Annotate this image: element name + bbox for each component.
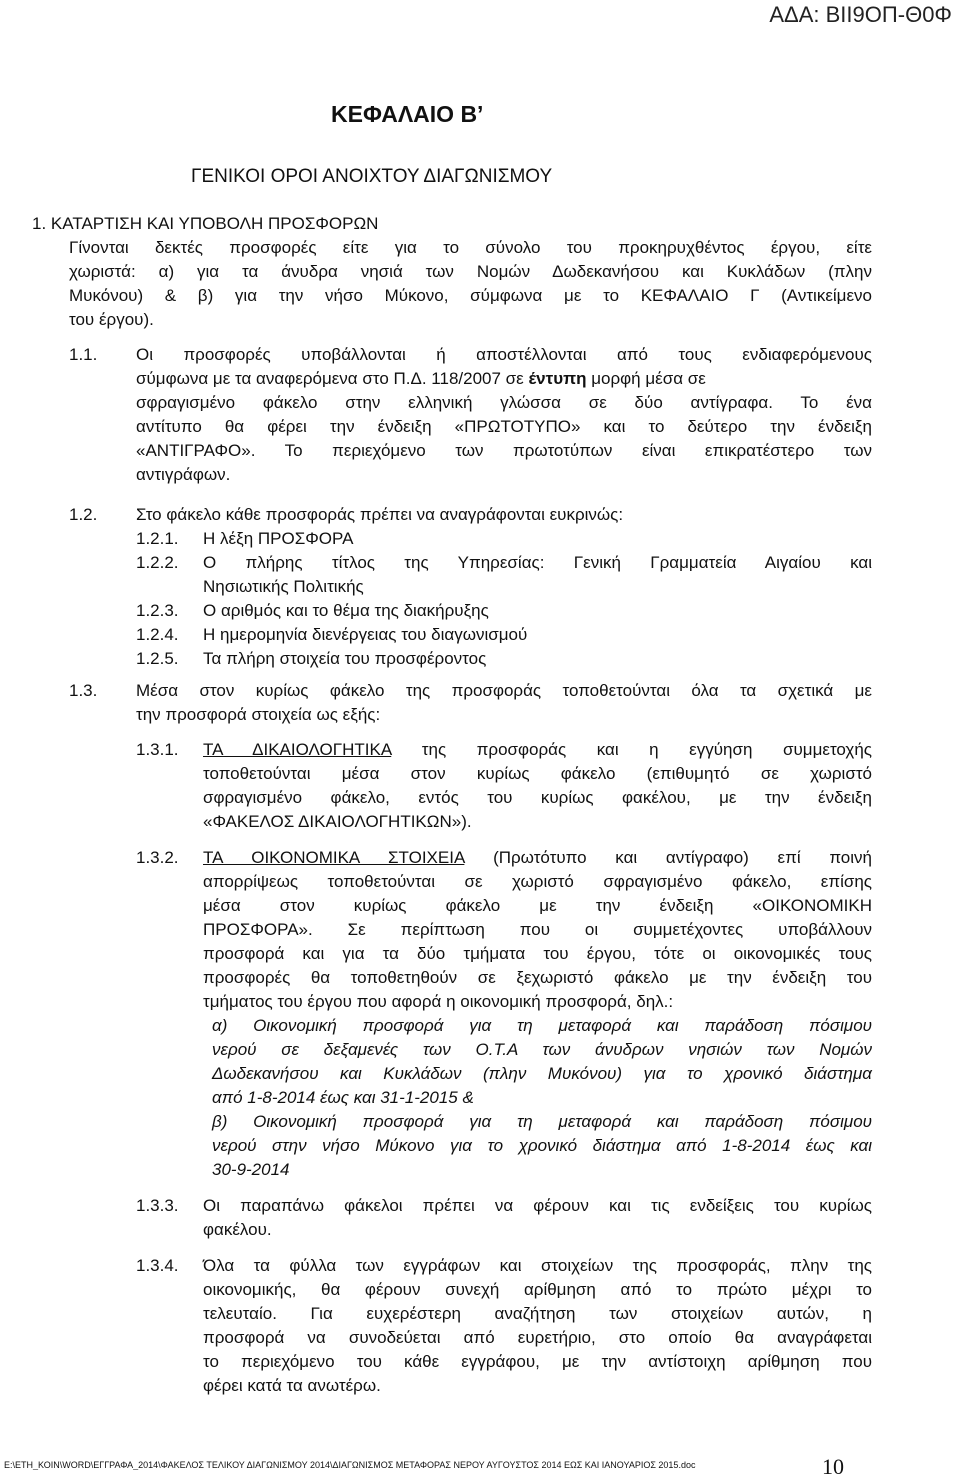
underlined-heading: ΤΑ ΟΙΚΟΝΟΜΙΚΑ ΣΤΟΙΧΕΙΑ	[203, 848, 465, 867]
subitem-1-3-2-line: τμήματος του έργου που αφορά η οικονομική προσφορά, δηλ.:	[203, 992, 674, 1011]
subitem-1-3-4-line: το περιεχόμενο του κάθε εγγράφου, με την αντίστοιχη αρίθμηση που	[203, 1352, 872, 1371]
chapter-title: ΚΕΦΑΛΑΙΟ Β’	[331, 101, 484, 127]
subitem-1-3-2-line: απορρίψεως τοποθετούνται σε χωριστό σφραγισμένο φάκελο, επίσης	[203, 872, 872, 891]
subitem-number: 1.3.3.	[136, 1196, 179, 1215]
subitem-text: Ο αριθμός και το θέμα της διακήρυξης	[203, 601, 489, 620]
underlined-heading: ΤΑ ΔΙΚΑΙΟΛΟΓΗΤΙΚΑ	[203, 740, 392, 759]
footer-file-path: E:\ΕΤΗ_ΚΟΙΝ\WORD\ΕΓΓΡΑΦΑ_2014\ΦΑΚΕΛΟΣ ΤΕΛΙΚΟΥ ΔΙΑΓΩΝΙΣΜΟΥ 2014\ΔΙΑΓΩΝΙΣΜΟΣ ΜΕΤΑΦΟΡΑΣ ΝΕΡΟΥ ΑΥΓΟΥΣΤΟΣ 2014 ΕΩΣ ΚΑΙ ΙΑΝΟΥΑΡΙΟΣ 2015.doc	[4, 1460, 696, 1470]
italic-option-line: Δωδεκανήσου και Κυκλάδων (πλην Μυκόνου) για το χρονικό διάστημα	[212, 1064, 872, 1083]
subitem-1-3-2-first	[203, 846, 872, 869]
item-1-1-line: σφραγισμένο φάκελο στην ελληνική γλώσσα σε δύο αντίγραφα. Το ένα	[136, 393, 872, 412]
subitem-number: 1.3.4.	[136, 1256, 179, 1275]
italic-option-line: νερού σε δεξαμενές των Ο.Τ.Α των άνυδρων νησιών των Νομών	[212, 1040, 872, 1059]
subitem-1-3-4-line: φέρει κατά τα ανωτέρω.	[203, 1376, 381, 1395]
subitem-1-3-2-line: μέσα στον κυρίως φάκελο με την ένδειξη «ΟΙΚΟΝΟΜΙΚΗ	[203, 896, 872, 915]
item-1-1-line: «ΑΝΤΙΓΡΑΦΟ». Το περιεχόμενο των πρωτοτύπων είναι επικρατέστερο των	[136, 441, 872, 460]
italic-option-line: από 1-8-2014 έως και 31-1-2015 &	[212, 1088, 474, 1107]
item-1-1-line: αντιγράφων.	[136, 465, 231, 484]
subitem-1-3-4-line: προσφορά να συνοδεύεται από ευρετήριο, στο οποίο θα αναγράφεται	[203, 1328, 872, 1347]
chapter-subtitle: ΓΕΝΙΚΟΙ ΟΡΟΙ ΑΝΟΙΧΤΟΥ ΔΙΑΓΩΝΙΣΜΟΥ	[191, 166, 553, 187]
subitem-1-3-3-line: Οι παραπάνω φάκελοι πρέπει να φέρουν και τις ενδείξεις του κυρίως	[203, 1196, 872, 1215]
italic-option-line: 30-9-2014	[212, 1160, 290, 1179]
item-1-1-line-tail: μορφή μέσα σε	[591, 369, 706, 388]
subitem-text: Τα πλήρη στοιχεία του προσφέροντος	[203, 649, 487, 668]
subitem-1-3-2-line: ΠΡΟΣΦΟΡΑ». Σε περίπτωση που οι συμμετέχοντες υποβάλλουν	[203, 920, 872, 939]
section-1-intro-line: Γίνονται δεκτές προσφορές είτε για το σύνολο του προκηρυχθέντος έργου, είτε	[69, 238, 872, 257]
item-1-3-line: την προσφορά στοιχεία ως εξής:	[136, 705, 381, 724]
subitem-1-3-2-line: προσφορές θα τοποθετηθούν σε ξεχωριστό φάκελο με την ένδειξη του	[203, 968, 872, 987]
subitem-1-3-3-line: φακέλου.	[203, 1220, 272, 1239]
subitem-number: 1.2.1.	[136, 529, 179, 548]
subitem-number: 1.3.1.	[136, 740, 179, 759]
subitem-1-3-4-line: οικονομικής, θα φέρουν συνεχή αρίθμηση από το πρώτο μέχρι το	[203, 1280, 872, 1299]
item-number: 1.2.	[69, 505, 98, 524]
subitem-number: 1.3.2.	[136, 848, 179, 867]
subitem-1-3-1-line: τοποθετούνται μέσα στον κυρίως φάκελο (επιθυμητό σε χωριστό	[203, 764, 872, 783]
subitem-1-3-1-line: «ΦΑΚΕΛΟΣ ΔΙΚΑΙΟΛΟΓΗΤΙΚΩΝ»).	[203, 812, 472, 831]
italic-option-line: α) Οικονομική προσφορά για τη μεταφορά και παράδοση πόσιμου	[212, 1016, 872, 1035]
italic-option-line: β) Οικονομική προσφορά για τη μεταφορά και παράδοση πόσιμου	[212, 1112, 872, 1131]
subitem-1-3-1-first	[203, 738, 872, 761]
item-1-1-line	[136, 367, 706, 390]
item-1-3-line: Μέσα στον κυρίως φάκελο της προσφοράς τοποθετούνται όλα τα σχετικά με	[136, 681, 872, 700]
item-number: 1.3.	[69, 681, 98, 700]
subitem-number: 1.2.3.	[136, 601, 179, 620]
first-line-tail: (Πρωτότυπο και αντίγραφο) επί ποινή	[464, 848, 872, 867]
page-number: 10	[822, 1454, 844, 1479]
subitem-1-3-4-line: τελευταίο. Για ευχερέστερη αναζήτηση των στοιχείων αυτών, η	[203, 1304, 872, 1323]
section-1-intro-line: χωριστά: α) για τα άνυδρα νησιά των Νομών Δωδεκανήσου και Κυκλάδων (πλην	[69, 262, 872, 281]
section-1-heading: 1. ΚΑΤΑΡΤΙΣΗ ΚΑΙ ΥΠΟΒΟΛΗ ΠΡΟΣΦΟΡΩΝ	[32, 214, 379, 233]
subitem-text: Ο πλήρης τίτλος της Υπηρεσίας: Γενική Γραμματεία Αιγαίου και	[203, 553, 872, 572]
subitem-text-cont: Νησιωτικής Πολιτικής	[203, 577, 364, 596]
item-1-1-line-text: σύμφωνα με τα αναφερόμενα στο Π.Δ. 118/2007 σε	[136, 369, 524, 388]
item-1-1-line: αντίτυπο θα φέρει την ένδειξη «ΠΡΩΤΟΤΥΠΟ» και το δεύτερο την ένδειξη	[136, 417, 872, 436]
ada-identifier: ΑΔΑ: ΒΙΙ9ΟΠ-Θ0Φ	[769, 2, 952, 27]
subitem-1-3-2-line: προσφορά και για τα δύο τμήματα του έργου, τότε οι οικονομικές τους	[203, 944, 872, 963]
subitem-text: Η ημερομηνία διενέργειας του διαγωνισμού	[203, 625, 528, 644]
section-1-intro-line: του έργου).	[69, 310, 154, 329]
first-line-tail: της προσφοράς και η εγγύηση συμμετοχής	[391, 740, 872, 759]
subitem-number: 1.2.4.	[136, 625, 179, 644]
item-1-2-text: Στο φάκελο κάθε προσφοράς πρέπει να αναγράφονται ευκρινώς:	[136, 505, 624, 524]
subitem-number: 1.2.2.	[136, 553, 179, 572]
item-1-1-line: Οι προσφορές υποβάλλονται ή αποστέλλονται από τους ενδιαφερόμενους	[136, 345, 872, 364]
item-number: 1.1.	[69, 345, 98, 364]
subitem-1-3-4-line: Όλα τα φύλλα των εγγράφων και στοιχείων της προσφοράς, πλην της	[203, 1256, 872, 1275]
subitem-number: 1.2.5.	[136, 649, 179, 668]
italic-option-line: νερού στην νήσο Μύκονο για το χρονικό διάστημα από 1-8-2014 έως και	[212, 1136, 872, 1155]
section-1-intro-line: Μυκόνου) & β) για την νήσο Μύκονο, σύμφωνα με το ΚΕΦΑΛΑΙΟ Γ (Αντικείμενο	[69, 286, 872, 305]
subitem-1-3-1-line: σφραγισμένο φάκελο, εντός του κυρίως φακέλου, με την ένδειξη	[203, 788, 872, 807]
bold-word: έντυπη	[528, 369, 587, 388]
subitem-text: Η λέξη ΠΡΟΣΦΟΡΑ	[203, 529, 354, 548]
